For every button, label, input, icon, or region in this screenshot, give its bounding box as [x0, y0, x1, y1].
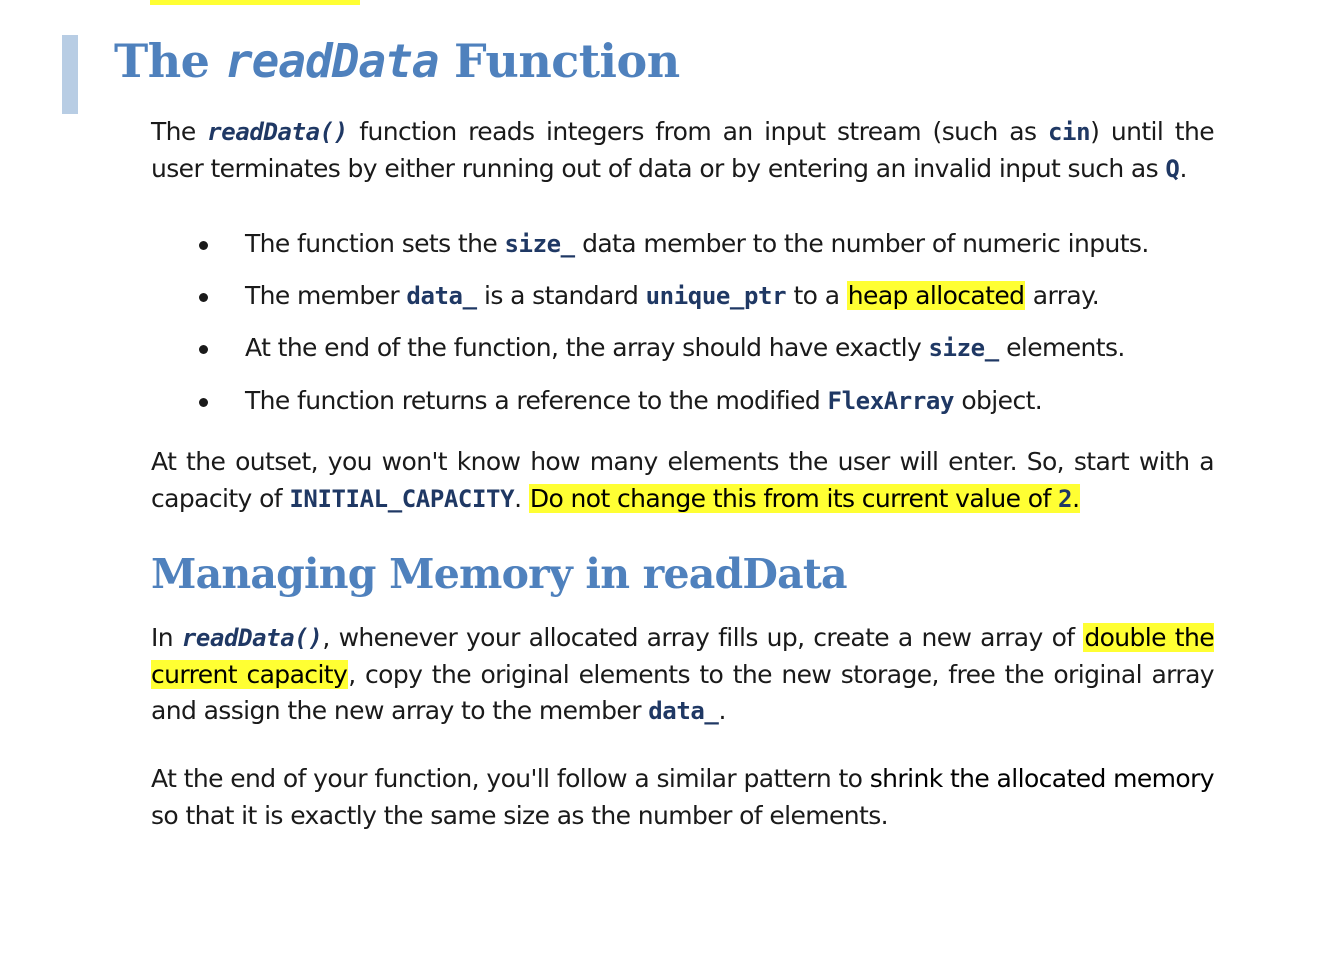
memory-text: In — [151, 623, 182, 652]
item-text: The function returns a reference to the modified — [245, 385, 828, 415]
heading-code: readData — [224, 34, 439, 88]
code-flexarray: FlexArray — [827, 386, 954, 415]
code-unique-ptr: unique_ptr — [645, 282, 787, 311]
warning-text: Do not change this from its current value of — [529, 483, 1058, 513]
shrink-text: At the end of your function, you'll follow a similar pattern to — [151, 764, 870, 793]
heading-readdata-function — [114, 34, 680, 88]
code-readdata: readData() — [181, 624, 323, 652]
highlight-heap-allocated: heap allocated — [847, 281, 1025, 311]
memory-paragraph — [151, 620, 1214, 730]
list-item — [196, 322, 1149, 374]
item-text: elements. — [998, 333, 1125, 363]
heading-pre: The — [114, 34, 225, 88]
code-size: size_ — [928, 334, 999, 363]
memory-text: . — [718, 696, 726, 725]
item-text: is a standard — [476, 281, 646, 311]
intro-text: function reads integers from an input stream (such as — [347, 117, 1048, 146]
intro-text: . — [1179, 153, 1187, 183]
capacity-text: . — [514, 483, 529, 513]
shrink-text: so that it is exactly the same size as the number of elements. — [151, 800, 888, 830]
item-text: array. — [1025, 281, 1100, 311]
memory-text: , whenever your allocated array fills up, create a new array of — [322, 623, 1084, 652]
shrink-paragraph — [151, 761, 1214, 834]
bullet-icon — [199, 293, 208, 302]
code-readdata: readData() — [207, 118, 348, 146]
heading-managing-memory: Managing Memory in readData — [151, 550, 847, 598]
item-text: At the end of the function, the array should have exactly — [245, 333, 929, 363]
list-item — [196, 270, 1149, 322]
memory-text: , copy the original elements to the new storage, free the original array and assign the new array to the member — [151, 659, 1215, 725]
shrink-emphasis: shrink the allocated memory — [869, 764, 1214, 793]
intro-text: The — [151, 117, 208, 146]
heading-post: Function — [438, 34, 680, 88]
capacity-text: At the outset, you won't know how many elements the user will enter. So, start with a capacity of — [151, 447, 1214, 513]
heading-accent-bar — [62, 35, 78, 114]
list-item — [196, 218, 1149, 270]
code-cin: cin — [1047, 118, 1091, 146]
list-item — [196, 375, 1149, 427]
code-data: data_ — [406, 282, 477, 311]
item-text: data member to the number of numeric inputs. — [574, 229, 1149, 258]
bullet-icon — [199, 398, 208, 407]
code-data: data_ — [648, 697, 719, 725]
item-text: The member — [245, 281, 407, 311]
highlight-double-capacity: double the current capacity — [151, 623, 1214, 689]
highlight-do-not-change — [529, 484, 1081, 513]
item-text: The function sets the — [245, 229, 505, 258]
item-text: to a — [786, 281, 847, 311]
requirements-list — [196, 218, 1149, 427]
previous-text-fragment — [380, 0, 1080, 3]
bullet-icon — [199, 345, 208, 354]
code-two: 2 — [1058, 484, 1073, 513]
code-size: size_ — [504, 230, 575, 258]
intro-paragraph — [151, 114, 1214, 187]
code-initial-capacity: INITIAL_CAPACITY — [289, 484, 515, 513]
code-q: Q — [1165, 154, 1180, 183]
bullet-icon — [199, 241, 208, 250]
intro-text: ) until the user terminates by either running out of data or by entering an invalid input such as — [151, 117, 1214, 183]
warning-text: . — [1072, 483, 1080, 513]
previous-highlight-fragment — [150, 0, 360, 5]
capacity-paragraph — [151, 444, 1214, 517]
item-text: object. — [954, 385, 1043, 415]
